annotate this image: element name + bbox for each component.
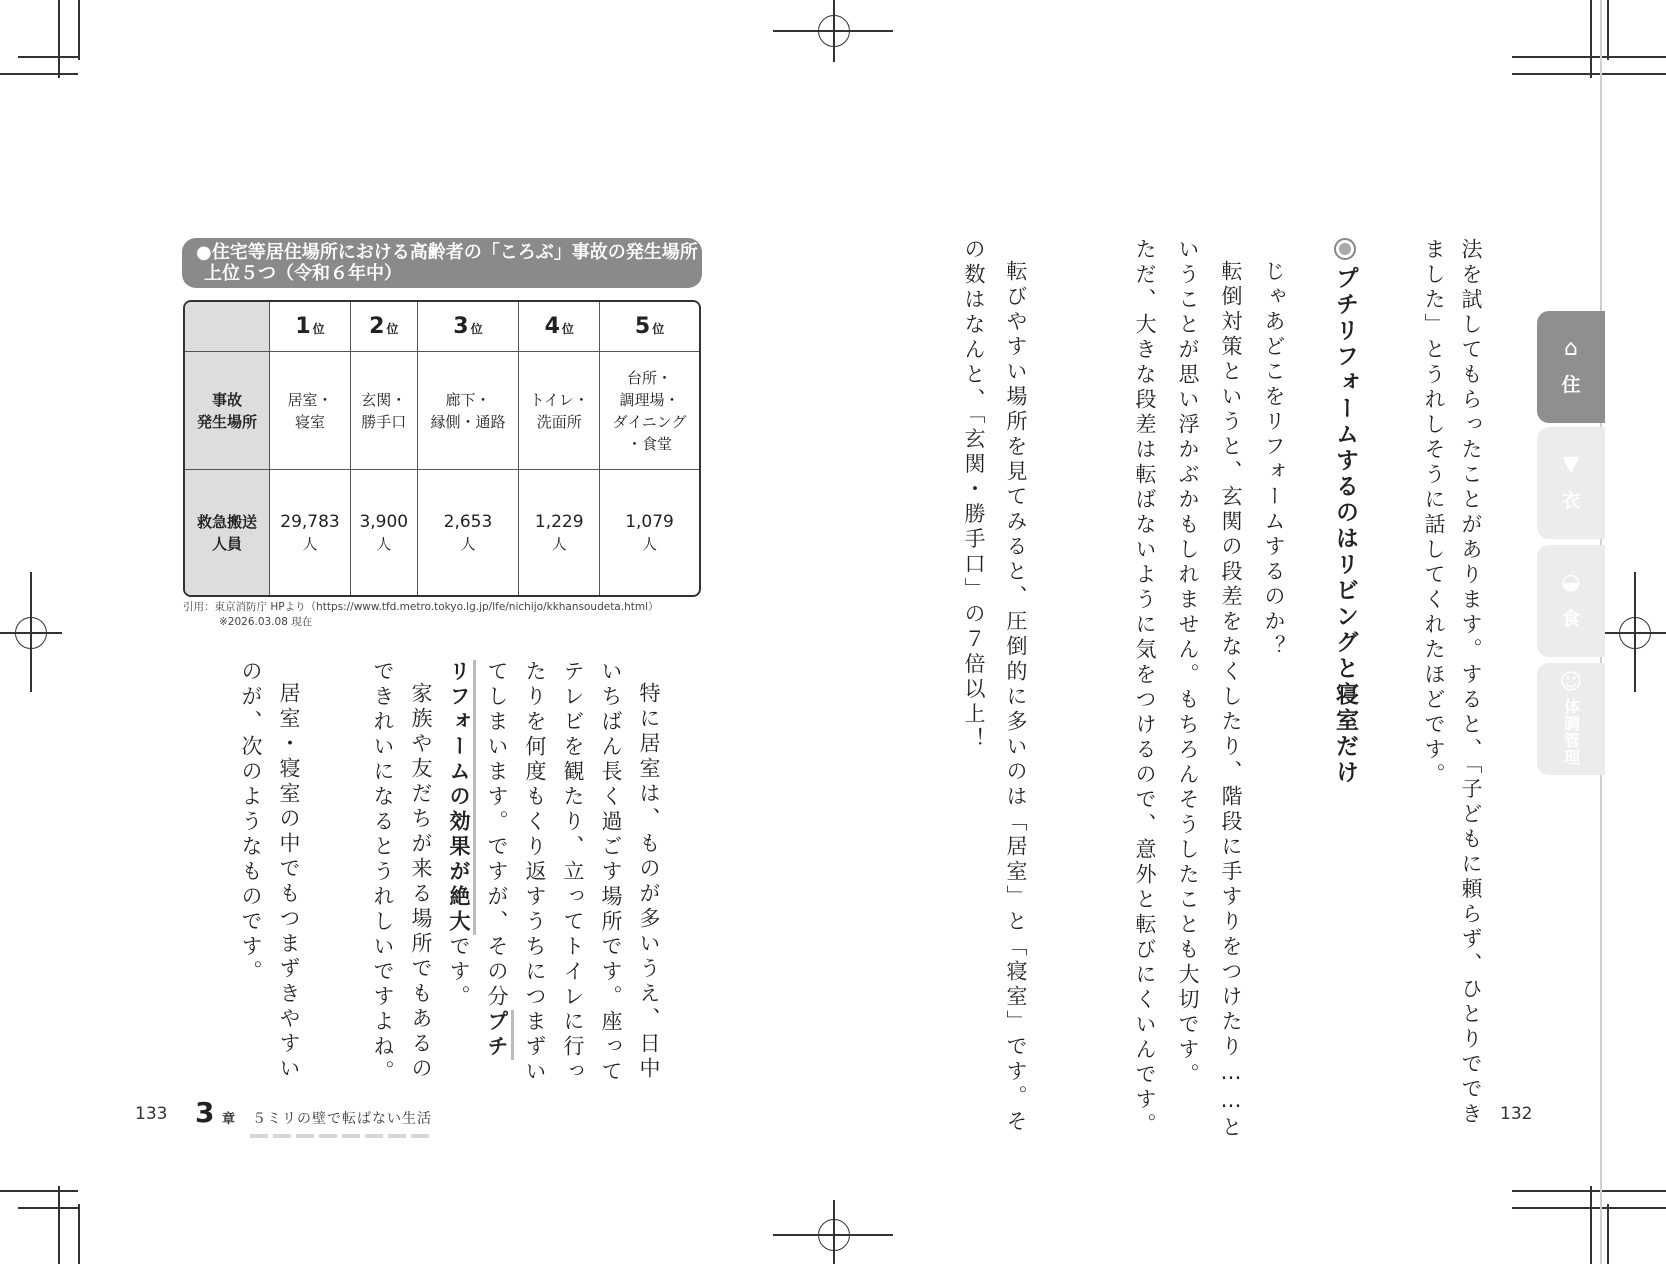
row-header-place: 事故 発生場所 (185, 352, 270, 470)
place-cell: 玄関・ 勝手口 (351, 352, 418, 470)
body-column: テレビを観たり、立ってトイレに行っ (561, 660, 585, 1085)
page-number-right: 132 (1500, 1104, 1533, 1124)
count-cell: 2,653 人 (418, 470, 520, 595)
body-column: じゃあどこをリフォームするのか？ (1262, 260, 1286, 660)
chapter-title: ５ミリの壁で転ばない生活 (252, 1111, 432, 1127)
count-cell: 1,229 人 (519, 470, 600, 595)
body-column: ました」とうれしそうに話してくれたほどです。 (1422, 238, 1446, 788)
body-column: 転びやすい場所を見てみると、圧倒的に多いのは「居室」と「寝室」です。そ (1004, 260, 1028, 1135)
person-icon: ☺ (1559, 670, 1583, 695)
chapter-divider (250, 1134, 429, 1138)
section-heading: プチリフォームするのはリビングと寝室だけ (1333, 238, 1356, 786)
body-column: 特に居室は、ものが多いうえ、日中 (637, 682, 661, 1082)
body-column: できれいになるとうれしいですよね。 (371, 660, 395, 1085)
page-number-left: 133 (135, 1104, 168, 1124)
heading-bullet-icon (1334, 238, 1356, 260)
accident-table (183, 300, 701, 597)
row-header-count: 救急搬送 人員 (185, 470, 270, 595)
body-column: いちばん長く過ごす場所です。座って (599, 660, 623, 1085)
count-cell: 1,079 人 (625, 511, 674, 553)
rank-header: 1 位 (270, 302, 351, 352)
house-icon: ⌂ (1564, 335, 1578, 361)
emphasis-text: プチ (485, 1010, 514, 1060)
chapter-label: 章 (222, 1112, 236, 1127)
body-column: リフォームの効果が絶大です。 (448, 660, 469, 1010)
count-cell: 3,900 人 (351, 470, 418, 595)
body-column: 法を試してもらったことがあります。すると、「子どもに頼らず、ひとりででき (1459, 238, 1483, 1128)
rank-header: 3 位 (418, 302, 520, 352)
tab-health[interactable]: ☺ 体調管理 (1537, 663, 1605, 775)
emphasis-text: リフォームの効果が絶大 (447, 660, 476, 935)
body-column: 転倒対策というと、玄関の段差をなくしたり、階段に手すりをつけたり……と (1219, 260, 1243, 1141)
bowl-icon: ◒ (1561, 569, 1581, 595)
citation: 引用：東京消防庁 HPより（https://www.tfd.metro.tokyo.lg.jp/lfe/nichijo/kkhansoudeta.html） ※2026.03.08 現在 (183, 601, 659, 628)
rank-header: 2 位 (351, 302, 418, 352)
chart-caption: ●住宅等居住場所における高齢者の「ころぶ」事故の発生場所 上位５つ（令和６年中） (182, 238, 702, 288)
body-column: いうことが思い浮かぶかもしれません。もちろんそうしたことも大切です。 (1176, 238, 1200, 1088)
place-cell: 居室・ 寝室 (270, 352, 351, 470)
shirt-icon: ▼ (1562, 451, 1580, 477)
table-row (185, 352, 699, 470)
body-column: の数はなんと、「玄関・勝手口」の７倍以上！ (962, 238, 986, 753)
chapter-number: 3 (195, 1096, 215, 1129)
rank-header: 5 位 (600, 302, 699, 352)
place-cell: 台所・ 調理場・ ダイニング ・食堂 (600, 352, 699, 470)
place-cell: トイレ・ 洗面所 (519, 352, 600, 470)
table-row (185, 302, 699, 352)
body-column: 居室・寝室の中でもつまずきやすい (277, 682, 301, 1082)
body-column: のが、次のようなものです。 (239, 660, 263, 985)
body-column: たりを何度もくり返すうちにつまずい (523, 660, 547, 1085)
count-cell: 29,783 人 (270, 470, 351, 595)
tab-housing[interactable]: ⌂ 住 (1537, 311, 1605, 423)
place-cell: 廊下・ 縁側・通路 (418, 352, 520, 470)
body-column: ただ、大きな段差は転ばないように気をつけるので、意外と転びにくいんです。 (1133, 238, 1157, 1138)
tab-clothing[interactable]: ▼ 衣 (1537, 427, 1605, 539)
body-column: てしまいます。ですが、その分プチ (486, 660, 507, 1060)
table-row (185, 470, 699, 595)
rank-header: 4 位 (519, 302, 600, 352)
table-corner-cell (185, 302, 270, 352)
body-column: 家族や友だちが来る場所でもあるの (409, 682, 433, 1082)
tab-food[interactable]: ◒ 食 (1537, 545, 1605, 657)
